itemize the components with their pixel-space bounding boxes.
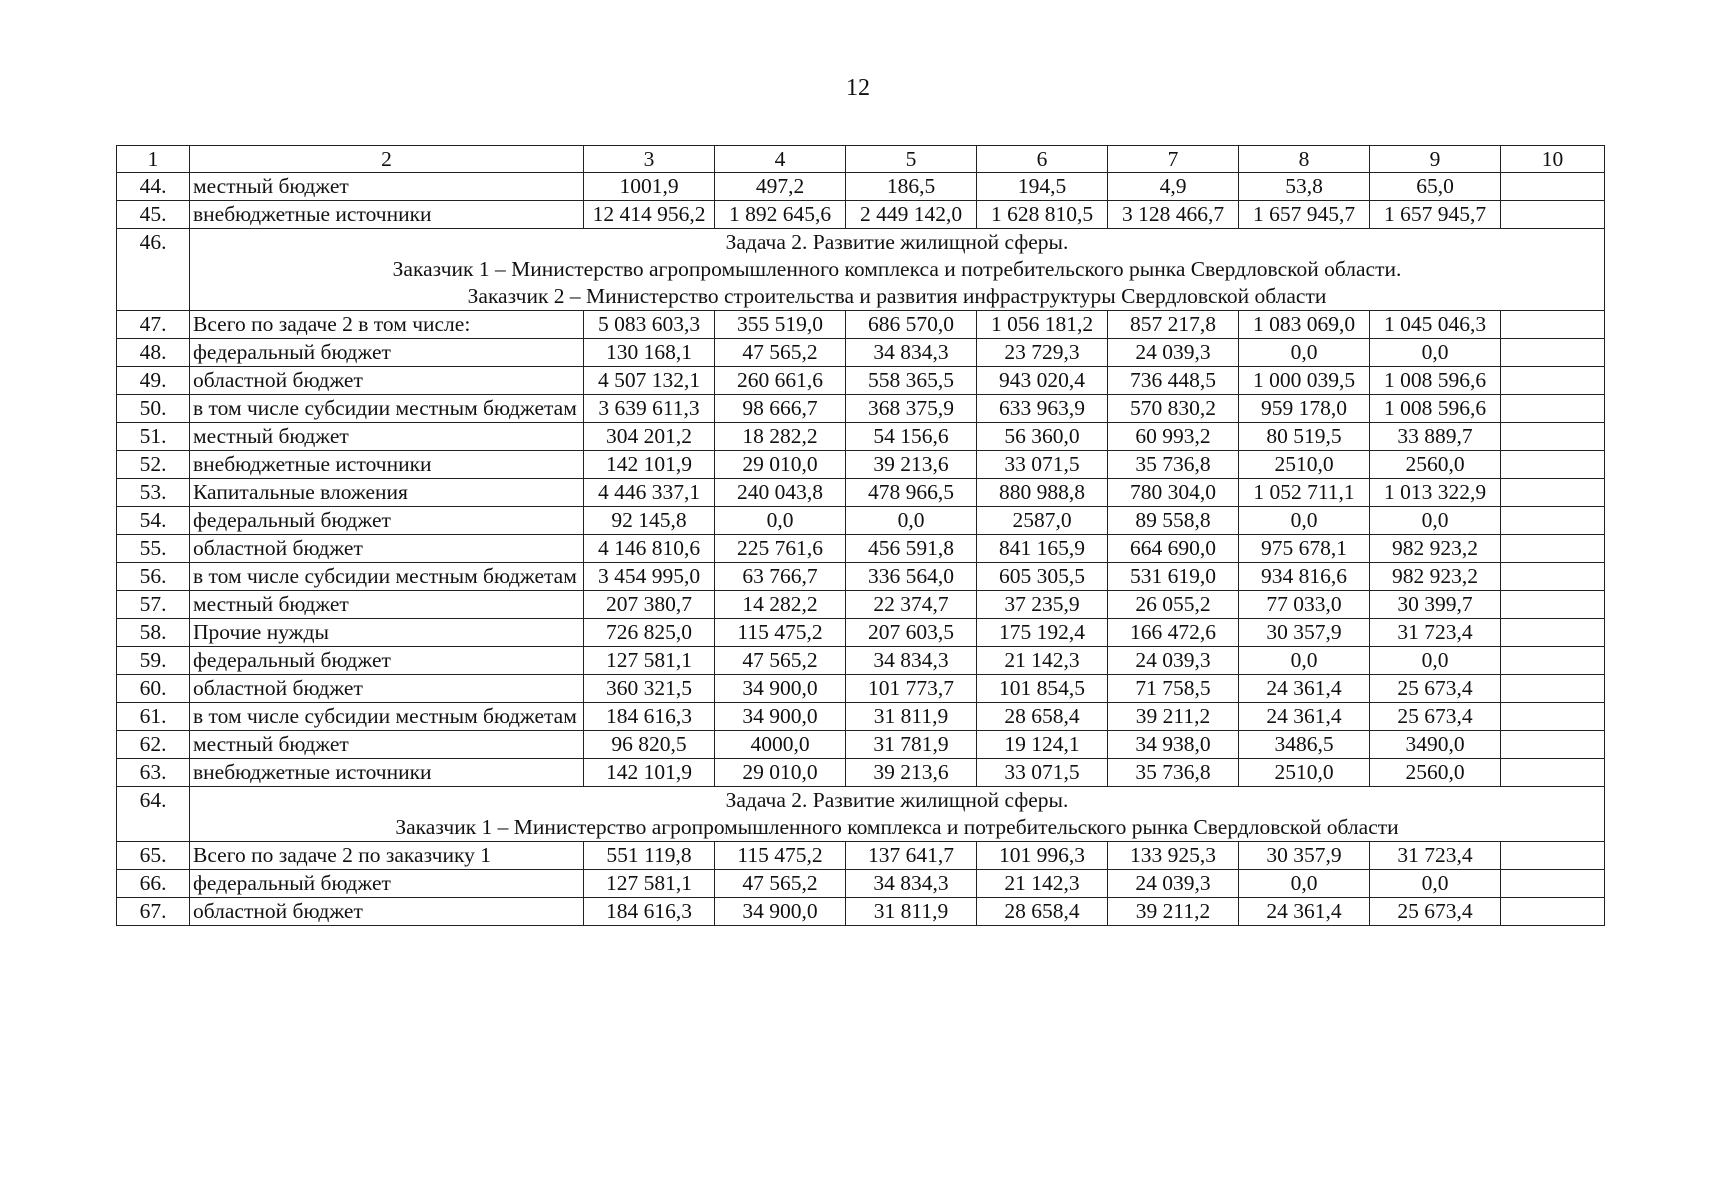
section-row <box>117 229 1605 311</box>
value-cell: 982 923,2 <box>1370 563 1501 591</box>
row-label: местный бюджет <box>190 423 584 451</box>
value-cell: 47 565,2 <box>715 647 846 675</box>
value-cell: 497,2 <box>715 173 846 201</box>
row-label: федеральный бюджет <box>190 339 584 367</box>
value-cell: 2510,0 <box>1239 451 1370 479</box>
value-cell: 31 811,9 <box>846 898 977 926</box>
table-row <box>117 759 1605 787</box>
value-cell: 1 045 046,3 <box>1370 311 1501 339</box>
value-cell: 3486,5 <box>1239 731 1370 759</box>
value-cell: 29 010,0 <box>715 759 846 787</box>
value-cell: 880 988,8 <box>977 479 1108 507</box>
value-cell: 137 641,7 <box>846 842 977 870</box>
value-cell: 959 178,0 <box>1239 395 1370 423</box>
value-cell: 360 321,5 <box>584 675 715 703</box>
table-row <box>117 451 1605 479</box>
value-cell: 633 963,9 <box>977 395 1108 423</box>
value-cell: 39 211,2 <box>1108 898 1239 926</box>
value-cell <box>1501 339 1605 367</box>
value-cell: 34 900,0 <box>715 898 846 926</box>
value-cell <box>1501 507 1605 535</box>
value-cell <box>1501 870 1605 898</box>
value-cell: 30 399,7 <box>1370 591 1501 619</box>
value-cell: 0,0 <box>846 507 977 535</box>
value-cell: 3 639 611,3 <box>584 395 715 423</box>
row-label: Всего по задаче 2 по заказчику 1 <box>190 842 584 870</box>
value-cell <box>1501 675 1605 703</box>
table-row <box>117 173 1605 201</box>
table-row <box>117 201 1605 229</box>
header-cell: 3 <box>584 146 715 173</box>
value-cell: 12 414 956,2 <box>584 201 715 229</box>
row-label: Капитальные вложения <box>190 479 584 507</box>
row-label: федеральный бюджет <box>190 507 584 535</box>
value-cell <box>1501 451 1605 479</box>
value-cell: 1 000 039,5 <box>1239 367 1370 395</box>
row-number: 59. <box>117 647 190 675</box>
value-cell: 29 010,0 <box>715 451 846 479</box>
value-cell: 21 142,3 <box>977 870 1108 898</box>
value-cell: 33 071,5 <box>977 759 1108 787</box>
value-cell: 127 581,1 <box>584 870 715 898</box>
value-cell: 368 375,9 <box>846 395 977 423</box>
table-row <box>117 898 1605 926</box>
value-cell: 2510,0 <box>1239 759 1370 787</box>
value-cell <box>1501 619 1605 647</box>
value-cell: 355 519,0 <box>715 311 846 339</box>
value-cell: 34 834,3 <box>846 870 977 898</box>
value-cell <box>1501 591 1605 619</box>
row-number: 49. <box>117 367 190 395</box>
table-row <box>117 647 1605 675</box>
value-cell: 207 380,7 <box>584 591 715 619</box>
value-cell: 1 083 069,0 <box>1239 311 1370 339</box>
row-number: 45. <box>117 201 190 229</box>
value-cell: 1 013 322,9 <box>1370 479 1501 507</box>
value-cell <box>1501 842 1605 870</box>
value-cell: 4,9 <box>1108 173 1239 201</box>
value-cell <box>1501 395 1605 423</box>
value-cell: 4 446 337,1 <box>584 479 715 507</box>
table-row <box>117 591 1605 619</box>
value-cell: 25 673,4 <box>1370 675 1501 703</box>
value-cell: 1 008 596,6 <box>1370 367 1501 395</box>
table-row <box>117 731 1605 759</box>
value-cell: 35 736,8 <box>1108 451 1239 479</box>
value-cell: 33 071,5 <box>977 451 1108 479</box>
row-number: 48. <box>117 339 190 367</box>
value-cell: 19 124,1 <box>977 731 1108 759</box>
value-cell: 24 361,4 <box>1239 675 1370 703</box>
value-cell <box>1501 423 1605 451</box>
value-cell: 1 657 945,7 <box>1239 201 1370 229</box>
value-cell: 47 565,2 <box>715 870 846 898</box>
header-cell: 7 <box>1108 146 1239 173</box>
value-cell: 133 925,3 <box>1108 842 1239 870</box>
value-cell: 175 192,4 <box>977 619 1108 647</box>
value-cell <box>1501 647 1605 675</box>
value-cell: 726 825,0 <box>584 619 715 647</box>
value-cell: 240 043,8 <box>715 479 846 507</box>
value-cell: 982 923,2 <box>1370 535 1501 563</box>
value-cell: 1 008 596,6 <box>1370 395 1501 423</box>
header-cell: 9 <box>1370 146 1501 173</box>
value-cell <box>1501 367 1605 395</box>
row-number: 55. <box>117 535 190 563</box>
row-label: местный бюджет <box>190 591 584 619</box>
value-cell: 24 039,3 <box>1108 339 1239 367</box>
row-number: 58. <box>117 619 190 647</box>
value-cell <box>1501 311 1605 339</box>
row-label: местный бюджет <box>190 173 584 201</box>
value-cell: 1 892 645,6 <box>715 201 846 229</box>
value-cell: 184 616,3 <box>584 898 715 926</box>
header-cell: 2 <box>190 146 584 173</box>
value-cell: 0,0 <box>1239 870 1370 898</box>
value-cell: 2560,0 <box>1370 451 1501 479</box>
value-cell: 71 758,5 <box>1108 675 1239 703</box>
value-cell: 115 475,2 <box>715 842 846 870</box>
section-heading-line: Задача 2. Развитие жилищной сферы. <box>725 230 1069 254</box>
table-row <box>117 870 1605 898</box>
value-cell: 24 361,4 <box>1239 703 1370 731</box>
value-cell: 24 039,3 <box>1108 647 1239 675</box>
value-cell: 24 039,3 <box>1108 870 1239 898</box>
value-cell: 3490,0 <box>1370 731 1501 759</box>
value-cell: 478 966,5 <box>846 479 977 507</box>
value-cell: 186,5 <box>846 173 977 201</box>
row-number: 61. <box>117 703 190 731</box>
row-label: в том числе субсидии местным бюджетам <box>190 395 584 423</box>
value-cell: 0,0 <box>1370 870 1501 898</box>
value-cell: 0,0 <box>1370 647 1501 675</box>
row-label: областной бюджет <box>190 898 584 926</box>
value-cell: 115 475,2 <box>715 619 846 647</box>
value-cell: 34 900,0 <box>715 703 846 731</box>
row-number: 47. <box>117 311 190 339</box>
value-cell: 54 156,6 <box>846 423 977 451</box>
row-number: 63. <box>117 759 190 787</box>
value-cell: 47 565,2 <box>715 339 846 367</box>
value-cell: 531 619,0 <box>1108 563 1239 591</box>
value-cell <box>1501 759 1605 787</box>
row-label: внебюджетные источники <box>190 451 584 479</box>
value-cell: 194,5 <box>977 173 1108 201</box>
row-number: 67. <box>117 898 190 926</box>
table-row <box>117 703 1605 731</box>
section-heading-line: Заказчик 1 – Министерство агропромышленного комплекса и потребительского рынка Свердловской области <box>395 815 1399 839</box>
table-body <box>117 146 1605 926</box>
value-cell: 1 056 181,2 <box>977 311 1108 339</box>
value-cell: 80 519,5 <box>1239 423 1370 451</box>
value-cell: 39 213,6 <box>846 451 977 479</box>
row-number: 44. <box>117 173 190 201</box>
value-cell: 21 142,3 <box>977 647 1108 675</box>
value-cell: 28 658,4 <box>977 898 1108 926</box>
value-cell: 14 282,2 <box>715 591 846 619</box>
table-row <box>117 619 1605 647</box>
value-cell: 98 666,7 <box>715 395 846 423</box>
value-cell: 127 581,1 <box>584 647 715 675</box>
header-cell: 5 <box>846 146 977 173</box>
value-cell: 857 217,8 <box>1108 311 1239 339</box>
value-cell: 60 993,2 <box>1108 423 1239 451</box>
value-cell: 207 603,5 <box>846 619 977 647</box>
table-row <box>117 535 1605 563</box>
row-label: федеральный бюджет <box>190 647 584 675</box>
value-cell: 841 165,9 <box>977 535 1108 563</box>
value-cell: 0,0 <box>1239 647 1370 675</box>
row-label: областной бюджет <box>190 367 584 395</box>
row-label: областной бюджет <box>190 535 584 563</box>
value-cell: 3 128 466,7 <box>1108 201 1239 229</box>
row-number: 60. <box>117 675 190 703</box>
section-heading-line: Заказчик 1 – Министерство агропромышленного комплекса и потребительского рынка Свердловской области. <box>392 257 1402 281</box>
value-cell <box>1501 173 1605 201</box>
value-cell: 166 472,6 <box>1108 619 1239 647</box>
value-cell <box>1501 703 1605 731</box>
value-cell: 1 052 711,1 <box>1239 479 1370 507</box>
table-row <box>117 339 1605 367</box>
value-cell: 686 570,0 <box>846 311 977 339</box>
value-cell: 35 736,8 <box>1108 759 1239 787</box>
table-row <box>117 842 1605 870</box>
table-row <box>117 563 1605 591</box>
value-cell: 736 448,5 <box>1108 367 1239 395</box>
row-number: 64. <box>117 787 190 842</box>
row-number: 50. <box>117 395 190 423</box>
value-cell: 304 201,2 <box>584 423 715 451</box>
value-cell <box>1501 563 1605 591</box>
value-cell: 0,0 <box>1370 507 1501 535</box>
row-number: 46. <box>117 229 190 311</box>
value-cell: 26 055,2 <box>1108 591 1239 619</box>
row-label: областной бюджет <box>190 675 584 703</box>
value-cell: 28 658,4 <box>977 703 1108 731</box>
value-cell: 336 564,0 <box>846 563 977 591</box>
row-label: федеральный бюджет <box>190 870 584 898</box>
row-label: в том числе субсидии местным бюджетам <box>190 563 584 591</box>
value-cell: 34 900,0 <box>715 675 846 703</box>
value-cell: 22 374,7 <box>846 591 977 619</box>
row-label: в том числе субсидии местным бюджетам <box>190 703 584 731</box>
value-cell: 184 616,3 <box>584 703 715 731</box>
value-cell <box>1501 731 1605 759</box>
value-cell: 2560,0 <box>1370 759 1501 787</box>
value-cell: 101 773,7 <box>846 675 977 703</box>
value-cell: 605 305,5 <box>977 563 1108 591</box>
value-cell: 934 816,6 <box>1239 563 1370 591</box>
value-cell: 101 996,3 <box>977 842 1108 870</box>
value-cell: 1001,9 <box>584 173 715 201</box>
value-cell: 31 811,9 <box>846 703 977 731</box>
row-label: внебюджетные источники <box>190 759 584 787</box>
value-cell: 1 628 810,5 <box>977 201 1108 229</box>
value-cell: 2587,0 <box>977 507 1108 535</box>
value-cell: 31 723,4 <box>1370 619 1501 647</box>
row-number: 54. <box>117 507 190 535</box>
value-cell: 23 729,3 <box>977 339 1108 367</box>
value-cell: 34 834,3 <box>846 647 977 675</box>
table-row <box>117 423 1605 451</box>
value-cell: 142 101,9 <box>584 451 715 479</box>
value-cell: 89 558,8 <box>1108 507 1239 535</box>
row-number: 65. <box>117 842 190 870</box>
value-cell: 780 304,0 <box>1108 479 1239 507</box>
value-cell: 31 781,9 <box>846 731 977 759</box>
value-cell: 30 357,9 <box>1239 842 1370 870</box>
value-cell: 4 146 810,6 <box>584 535 715 563</box>
value-cell: 456 591,8 <box>846 535 977 563</box>
value-cell: 77 033,0 <box>1239 591 1370 619</box>
value-cell <box>1501 535 1605 563</box>
table-row <box>117 395 1605 423</box>
value-cell: 37 235,9 <box>977 591 1108 619</box>
value-cell <box>1501 201 1605 229</box>
header-cell: 1 <box>117 146 190 173</box>
header-cell: 8 <box>1239 146 1370 173</box>
value-cell: 130 168,1 <box>584 339 715 367</box>
row-number: 53. <box>117 479 190 507</box>
row-number: 52. <box>117 451 190 479</box>
value-cell: 943 020,4 <box>977 367 1108 395</box>
value-cell: 0,0 <box>1370 339 1501 367</box>
row-label: местный бюджет <box>190 731 584 759</box>
value-cell: 551 119,8 <box>584 842 715 870</box>
value-cell: 92 145,8 <box>584 507 715 535</box>
value-cell <box>1501 898 1605 926</box>
value-cell: 260 661,6 <box>715 367 846 395</box>
section-heading <box>190 787 1605 842</box>
value-cell: 570 830,2 <box>1108 395 1239 423</box>
value-cell: 0,0 <box>1239 339 1370 367</box>
row-label: Прочие нужды <box>190 619 584 647</box>
row-number: 66. <box>117 870 190 898</box>
value-cell: 101 854,5 <box>977 675 1108 703</box>
row-label: внебюджетные источники <box>190 201 584 229</box>
value-cell: 975 678,1 <box>1239 535 1370 563</box>
value-cell: 65,0 <box>1370 173 1501 201</box>
table-row <box>117 675 1605 703</box>
section-heading <box>190 229 1605 311</box>
value-cell: 53,8 <box>1239 173 1370 201</box>
value-cell: 4000,0 <box>715 731 846 759</box>
value-cell: 39 213,6 <box>846 759 977 787</box>
header-cell: 6 <box>977 146 1108 173</box>
row-number: 56. <box>117 563 190 591</box>
table-row <box>117 479 1605 507</box>
value-cell: 1 657 945,7 <box>1370 201 1501 229</box>
value-cell: 25 673,4 <box>1370 703 1501 731</box>
value-cell: 0,0 <box>715 507 846 535</box>
row-number: 57. <box>117 591 190 619</box>
value-cell: 34 938,0 <box>1108 731 1239 759</box>
header-row <box>117 146 1605 173</box>
value-cell: 18 282,2 <box>715 423 846 451</box>
section-heading-line: Заказчик 2 – Министерство строительства и развития инфраструктуры Свердловской области <box>467 284 1327 308</box>
header-cell: 4 <box>715 146 846 173</box>
value-cell: 2 449 142,0 <box>846 201 977 229</box>
value-cell: 56 360,0 <box>977 423 1108 451</box>
value-cell <box>1501 479 1605 507</box>
value-cell: 664 690,0 <box>1108 535 1239 563</box>
value-cell: 39 211,2 <box>1108 703 1239 731</box>
row-number: 51. <box>117 423 190 451</box>
value-cell: 63 766,7 <box>715 563 846 591</box>
row-label: Всего по задаче 2 в том числе: <box>190 311 584 339</box>
value-cell: 31 723,4 <box>1370 842 1501 870</box>
value-cell: 4 507 132,1 <box>584 367 715 395</box>
row-number: 62. <box>117 731 190 759</box>
header-cell: 10 <box>1501 146 1605 173</box>
table-row <box>117 311 1605 339</box>
table-row <box>117 367 1605 395</box>
section-heading-line: Задача 2. Развитие жилищной сферы. <box>725 788 1069 812</box>
value-cell: 25 673,4 <box>1370 898 1501 926</box>
value-cell: 5 083 603,3 <box>584 311 715 339</box>
value-cell: 142 101,9 <box>584 759 715 787</box>
budget-table <box>116 145 1605 926</box>
value-cell: 225 761,6 <box>715 535 846 563</box>
table-row <box>117 507 1605 535</box>
value-cell: 0,0 <box>1239 507 1370 535</box>
value-cell: 34 834,3 <box>846 339 977 367</box>
section-row <box>117 787 1605 842</box>
value-cell: 96 820,5 <box>584 731 715 759</box>
value-cell: 33 889,7 <box>1370 423 1501 451</box>
value-cell: 24 361,4 <box>1239 898 1370 926</box>
value-cell: 3 454 995,0 <box>584 563 715 591</box>
value-cell: 558 365,5 <box>846 367 977 395</box>
value-cell: 30 357,9 <box>1239 619 1370 647</box>
page-number: 12 <box>846 75 870 101</box>
